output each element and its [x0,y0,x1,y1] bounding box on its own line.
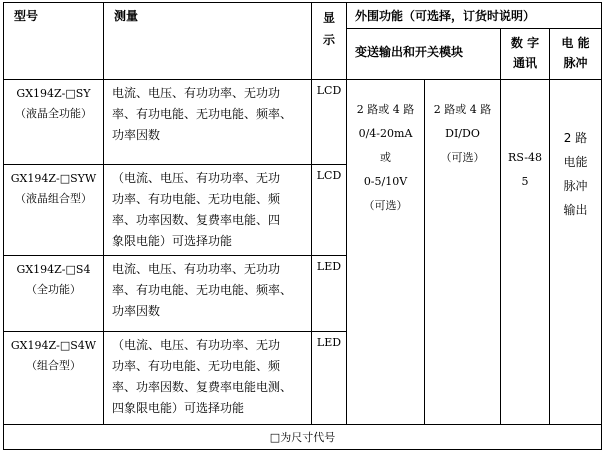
measurement-line: 率、功率因数、复费率电能、四 [112,213,281,227]
analog-output-cell [347,80,425,425]
header-measurement [104,3,312,80]
header-external-label: 外围功能（可选择，订货时说明） [355,9,536,23]
model-desc: （全功能） [26,283,81,296]
spec-table [3,2,602,450]
header-external [347,3,602,29]
model-code: GX194Z-□S4W [10,339,97,352]
footnote-text: □为尺寸代号 [269,431,336,444]
model-cell [4,332,104,425]
header-digital-line2: 通讯 [512,56,537,70]
analog-output-line: 0/4-20mA [358,127,413,140]
comm-cell [501,80,550,425]
measurement-line: （电流、电压、有功功率、无功 [112,171,281,185]
pulse-line: 2 路 [563,131,588,145]
spec-table-wrapper [3,2,602,450]
header-transmit-module-label: 变送输出和开关模块 [355,45,464,59]
comm-line: RS-48 [508,151,542,164]
display-type: LCD [316,84,342,97]
footnote-cell [4,425,602,450]
model-code: GX194Z-□SYW [10,172,97,185]
model-desc: （液晶组合型） [15,192,92,205]
measurement-cell [104,332,312,425]
digital-io-line: （可选） [440,151,485,164]
analog-output-line: 2 路或 4 路 [356,103,415,116]
header-pulse-line1: 电 能 [561,36,590,50]
analog-output-line: （可选） [363,199,408,212]
header-display-line1: 显 [322,11,335,25]
digital-io-line: 2 路或 4 路 [433,103,492,116]
display-type: LED [316,336,342,349]
display-type: LED [316,260,342,273]
model-cell [4,256,104,332]
digital-io-cell [425,80,501,425]
measurement-line: 率、有功电能、无功电能、频率、 [112,283,293,297]
model-code: GX194Z-□SY [16,87,91,100]
header-measurement-label: 测量 [114,9,139,23]
display-type: LCD [316,169,342,182]
measurement-cell [104,256,312,332]
pulse-line: 脉冲 [563,179,588,193]
model-desc: （液晶全功能） [15,107,92,120]
measurement-line: （电流、电压、有功功率、无功 [112,338,281,352]
measurement-line: 功率因数 [112,128,161,142]
header-display-line2: 示 [322,33,335,47]
pulse-line: 电能 [563,155,588,169]
analog-output-line: 或 [380,151,391,164]
display-cell [312,332,347,425]
measurement-line: 电流、电压、有功功率、无功功 [112,86,281,100]
display-cell [312,165,347,256]
measurement-line: 率、功率因数、复费率电能电测、 [112,380,293,394]
model-code: GX194Z-□S4 [16,263,91,276]
table-row [4,80,602,165]
measurement-line: 象限电能）可选择功能 [112,234,233,248]
analog-output-line: 0-5/10V [363,175,408,188]
pulse-cell [550,80,602,425]
header-digital-line1: 数 字 [510,36,540,50]
header-display [312,3,347,80]
model-cell [4,165,104,256]
header-digital-comm [501,29,550,80]
measurement-line: 电流、电压、有功功率、无功功 [112,262,281,276]
model-cell [4,80,104,165]
measurement-line: 功率、有功电能、无功电能、频 [112,192,281,206]
header-energy-pulse [550,29,602,80]
measurement-line: 四象限电能）可选择功能 [112,401,245,415]
header-model [4,3,104,80]
display-cell [312,80,347,165]
header-transmit-module [347,29,501,80]
measurement-line: 率、有功电能、无功电能、频率、 [112,107,293,121]
measurement-line: 功率因数 [112,304,161,318]
digital-io-line: DI/DO [445,127,480,140]
pulse-line: 输出 [563,203,588,217]
measurement-cell [104,80,312,165]
model-desc: （组合型） [26,359,81,372]
header-model-label: 型号 [14,9,39,23]
display-cell [312,256,347,332]
header-pulse-line2: 脉冲 [563,56,588,70]
comm-line: 5 [521,175,529,188]
measurement-line: 功率、有功电能、无功电能、频 [112,359,281,373]
measurement-cell [104,165,312,256]
